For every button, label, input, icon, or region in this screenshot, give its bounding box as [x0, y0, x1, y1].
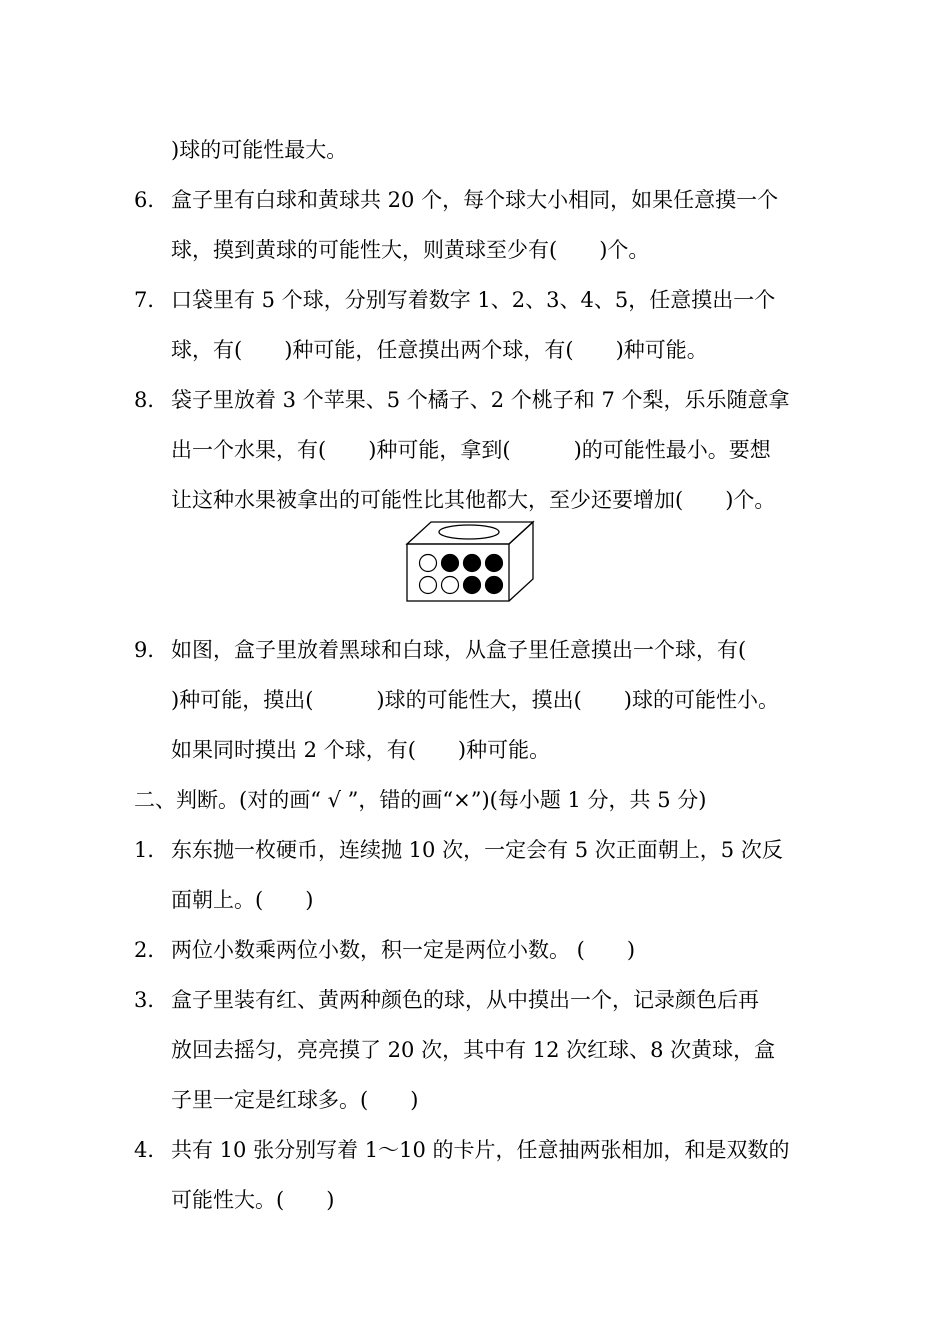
q7-line-1: 口袋里有 5 个球，分别写着数字 1、2、3、4、5，任意摸出一个 [171, 288, 776, 312]
q8-line-1: 袋子里放着 3 个苹果、5 个橘子、2 个桃子和 7 个梨，乐乐随意拿 [171, 388, 790, 412]
j3-line-1: 盒子里装有红、黄两种颜色的球，从中摸出一个，记录颜色后再 [171, 988, 759, 1012]
box-opening [439, 525, 499, 539]
j3-line-3: 子里一定是红球多。( ) [171, 1088, 419, 1112]
j1-number: 1． [134, 838, 169, 862]
j3-line-2: 放回去摇匀，亮亮摸了 20 次，其中有 12 次红球、8 次黄球，盒 [171, 1038, 776, 1062]
j3-number: 3． [134, 988, 169, 1012]
j1-line-2: 面朝上。( ) [171, 888, 314, 912]
j2-number: 2． [134, 938, 169, 962]
j1-line-1: 东东抛一枚硬币，连续抛 10 次，一定会有 5 次正面朝上，5 次反 [171, 838, 783, 862]
black-ball [442, 555, 459, 572]
q8-number: 8． [134, 388, 169, 412]
q6-number: 6． [134, 188, 169, 212]
q8-line-3: 让这种水果被拿出的可能性比其他都大，至少还要增加( )个。 [171, 488, 776, 512]
q9-line-2: )种可能，摸出( )球的可能性大，摸出( )球的可能性小。 [171, 688, 779, 712]
black-ball [464, 577, 481, 594]
white-ball [420, 555, 437, 572]
ball-box-figure [405, 520, 537, 604]
q7-line-2: 球，有( )种可能，任意摸出两个球，有( )种可能。 [171, 338, 708, 362]
j4-line-2: 可能性大。( ) [171, 1188, 335, 1212]
black-ball [486, 555, 503, 572]
section-2-heading: 二、判断。(对的画“ √ ”，错的画“×”)(每小题 1 分，共 5 分) [134, 788, 707, 812]
white-ball [442, 577, 459, 594]
j4-number: 4． [134, 1138, 169, 1162]
white-ball [420, 577, 437, 594]
q9-line-3: 如果同时摸出 2 个球，有( )种可能。 [171, 738, 551, 762]
j4-line-1: 共有 10 张分别写着 1～10 的卡片，任意抽两张相加，和是双数的 [171, 1138, 790, 1162]
q9-line-1: 如图，盒子里放着黑球和白球，从盒子里任意摸出一个球，有( [171, 638, 747, 662]
box-side-face [509, 522, 533, 601]
q6-line-1: 盒子里有白球和黄球共 20 个，每个球大小相同，如果任意摸一个 [171, 188, 779, 212]
q7-number: 7． [134, 288, 169, 312]
j2-line-1: 两位小数乘两位小数，积一定是两位小数。 ( ) [171, 938, 636, 962]
q5-line-end: )球的可能性最大。 [171, 138, 348, 162]
q8-line-2: 出一个水果，有( )种可能，拿到( )的可能性最小。要想 [171, 438, 771, 462]
black-ball [464, 555, 481, 572]
q9-number: 9． [134, 638, 169, 662]
q6-line-2: 球，摸到黄球的可能性大，则黄球至少有( )个。 [171, 238, 650, 262]
black-ball [486, 577, 503, 594]
